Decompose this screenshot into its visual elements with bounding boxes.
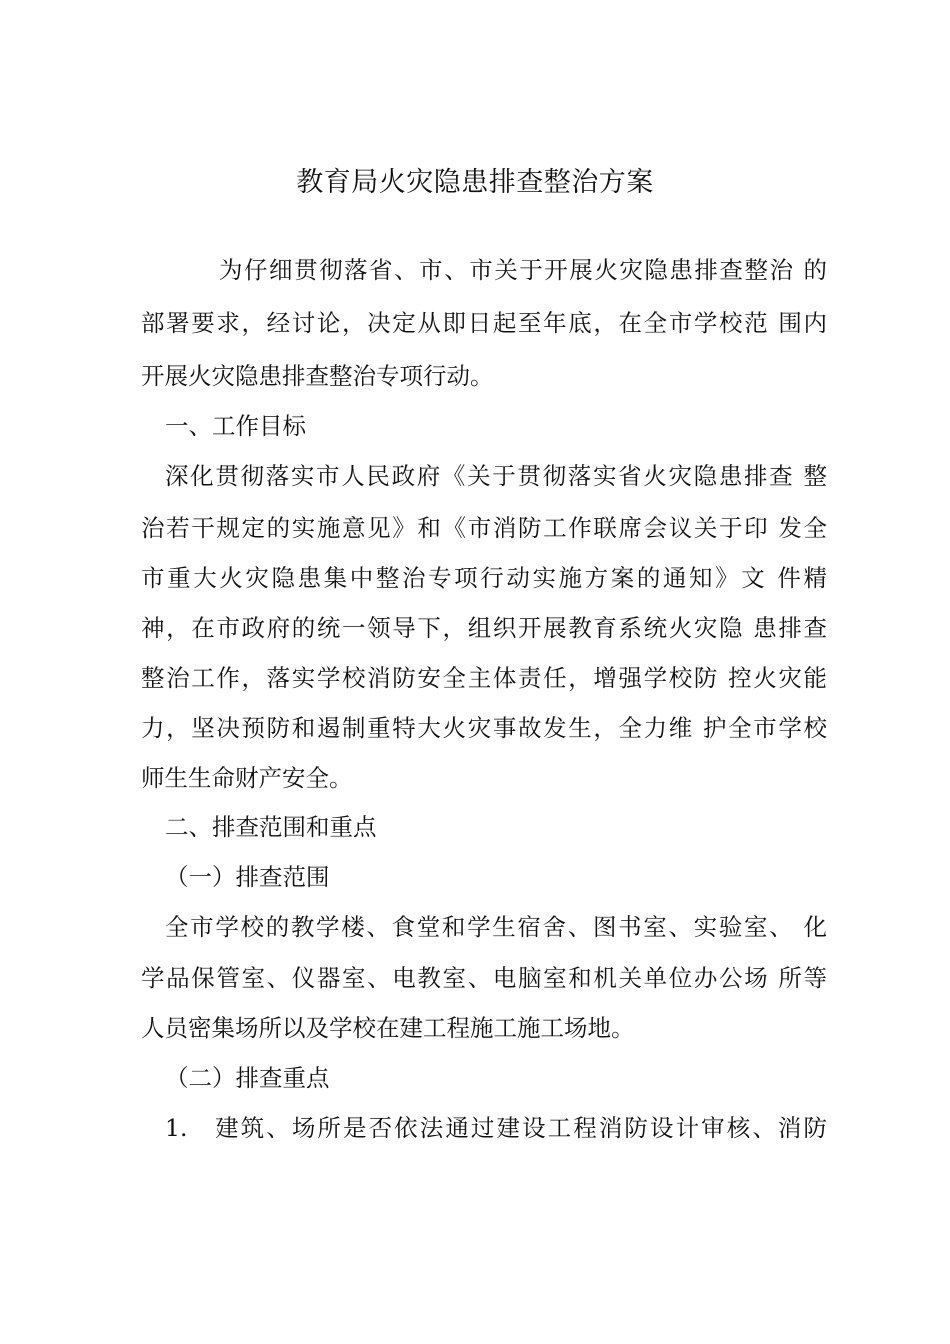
paragraph-line: 全市学校的教学楼、食堂和学生宿舍、图书室、实验室、 化 [165, 913, 827, 941]
paragraph-line: 部署要求，经讨论，决定从即日起至年底，在全市学校范 围内 [141, 309, 827, 337]
paragraph-line: 师生生命财产安全。 [141, 764, 353, 792]
paragraph-line: 市重大火灾隐患集中整治专项行动实施方案的通知》文 件精 [141, 564, 827, 592]
paragraph-line: 学品保管室、仪器室、电教室、电脑室和机关单位办公场 所等 [141, 964, 827, 992]
section-heading: 二、排查范围和重点 [165, 813, 377, 841]
list-item-line: 1. 建筑、场所是否依法通过建设工程消防设计审核、消防 [165, 1114, 827, 1142]
section-heading: 一、工作目标 [165, 412, 306, 440]
paragraph-line: 神，在市政府的统一领导下，组织开展教育系统火灾隐 患排查 [141, 614, 827, 642]
document-title: 教育局火灾隐患排查整治方案 [296, 167, 654, 198]
paragraph-line: 人员密集场所以及学校在建工程施工施工场地。 [141, 1014, 635, 1042]
paragraph-line: 为仔细贯彻落省、市、市关于开展火灾隐患排查整治 的 [219, 256, 827, 284]
paragraph-line: 治若干规定的实施意见》和《市消防工作联席会议关于印 发全 [141, 514, 827, 542]
subsection-heading: （二）排查重点 [165, 1064, 330, 1092]
paragraph-line: 深化贯彻落实市人民政府《关于贯彻落实省火灾隐患排查 整 [165, 462, 827, 490]
paragraph-line: 开展火灾隐患排查整治专项行动。 [141, 362, 494, 390]
subsection-heading: （一）排查范围 [165, 863, 330, 891]
paragraph-line: 整治工作，落实学校消防安全主体责任，增强学校防 控火灾能 [141, 664, 827, 692]
paragraph-line: 力，坚决预防和遏制重特大火灾事故发生，全力维 护全市学校 [141, 714, 827, 742]
